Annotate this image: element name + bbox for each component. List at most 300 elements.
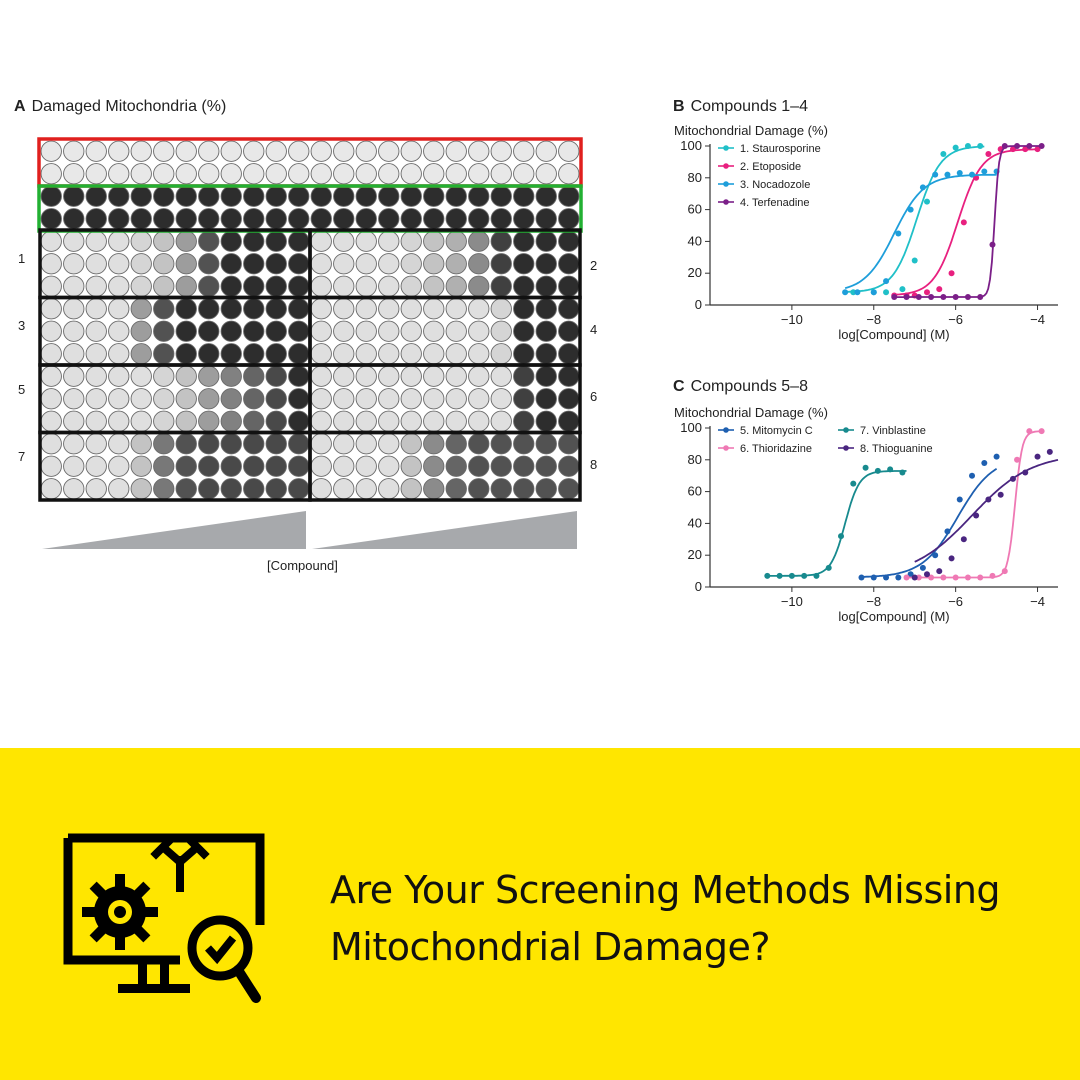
x-tick-label: −6 bbox=[948, 312, 964, 327]
plate-well bbox=[446, 299, 466, 319]
plate-well bbox=[536, 479, 556, 499]
plate-well bbox=[446, 276, 466, 296]
plate-well bbox=[356, 411, 376, 431]
plate-well bbox=[289, 456, 309, 476]
plate-well bbox=[221, 186, 241, 206]
plate-well bbox=[289, 434, 309, 454]
plate-well bbox=[131, 209, 151, 229]
data-point bbox=[883, 289, 889, 295]
banner-headline-line-1: Are Your Screening Methods Missing bbox=[330, 868, 1001, 912]
plate-heatmap bbox=[0, 0, 600, 600]
data-point bbox=[924, 571, 930, 577]
plate-well bbox=[514, 366, 534, 386]
plate-well bbox=[86, 411, 106, 431]
y-tick-label: 0 bbox=[694, 579, 702, 594]
plate-well bbox=[266, 411, 286, 431]
plate-well bbox=[559, 366, 579, 386]
plate-well bbox=[446, 209, 466, 229]
plate-well bbox=[154, 231, 174, 251]
plate-well bbox=[311, 299, 331, 319]
data-point bbox=[854, 289, 860, 295]
plate-well bbox=[379, 186, 399, 206]
plate-well bbox=[109, 141, 129, 161]
x-tick-label: −10 bbox=[780, 312, 803, 327]
data-point bbox=[924, 289, 930, 295]
plate-well bbox=[244, 389, 264, 409]
y-tick-label: 20 bbox=[687, 547, 702, 563]
plate-well bbox=[176, 231, 196, 251]
plate-well bbox=[289, 321, 309, 341]
plate-well bbox=[379, 299, 399, 319]
plate-well bbox=[536, 186, 556, 206]
plate-well bbox=[154, 479, 174, 499]
legend-label: 1. Staurosporine bbox=[740, 143, 821, 155]
banner-headline-line-2: Mitochondrial Damage? bbox=[330, 925, 771, 969]
y-tick-label: 20 bbox=[687, 265, 702, 281]
plate-well bbox=[559, 209, 579, 229]
plate-well bbox=[401, 186, 421, 206]
plate-well bbox=[334, 209, 354, 229]
data-point bbox=[904, 294, 910, 300]
plate-well bbox=[244, 434, 264, 454]
plate-well bbox=[334, 456, 354, 476]
data-point bbox=[920, 565, 926, 571]
legend-marker bbox=[723, 163, 729, 169]
plate-well bbox=[469, 141, 489, 161]
data-point bbox=[989, 573, 995, 579]
plate-well bbox=[401, 366, 421, 386]
plate-well bbox=[64, 366, 84, 386]
data-point bbox=[994, 454, 1000, 460]
plate-well bbox=[379, 389, 399, 409]
plate-well bbox=[446, 479, 466, 499]
plate-well bbox=[86, 186, 106, 206]
plate-well bbox=[311, 344, 331, 364]
plate-well bbox=[334, 434, 354, 454]
data-point bbox=[842, 289, 848, 295]
plate-well bbox=[221, 321, 241, 341]
data-point bbox=[977, 574, 983, 580]
plate-well bbox=[334, 299, 354, 319]
plate-well bbox=[109, 389, 129, 409]
plate-well bbox=[311, 209, 331, 229]
plate-well bbox=[131, 254, 151, 274]
data-point bbox=[895, 230, 901, 236]
plate-well bbox=[86, 344, 106, 364]
plate-well bbox=[109, 344, 129, 364]
data-point bbox=[826, 565, 832, 571]
plate-well bbox=[559, 299, 579, 319]
row-label-7: 7 bbox=[18, 449, 26, 464]
plate-well bbox=[536, 366, 556, 386]
plate-well bbox=[266, 344, 286, 364]
plate-well bbox=[311, 389, 331, 409]
legend-label: 6. Thioridazine bbox=[740, 443, 812, 455]
data-point bbox=[965, 574, 971, 580]
plate-well bbox=[311, 456, 331, 476]
plate-well bbox=[154, 186, 174, 206]
plate-well bbox=[536, 276, 556, 296]
plate-well bbox=[311, 164, 331, 184]
plate-well bbox=[109, 231, 129, 251]
data-point bbox=[949, 270, 955, 276]
plate-well bbox=[514, 456, 534, 476]
data-point bbox=[1047, 449, 1053, 455]
data-point bbox=[904, 574, 910, 580]
plate-well bbox=[379, 276, 399, 296]
fit-curve bbox=[915, 460, 1058, 562]
plate-well bbox=[469, 186, 489, 206]
plate-well bbox=[199, 186, 219, 206]
plate-well bbox=[424, 299, 444, 319]
plate-well bbox=[109, 366, 129, 386]
data-point bbox=[908, 207, 914, 213]
plate-well bbox=[289, 276, 309, 296]
plate-well bbox=[86, 456, 106, 476]
plate-well bbox=[469, 276, 489, 296]
plate-well bbox=[356, 186, 376, 206]
plate-well bbox=[244, 366, 264, 386]
plate-well bbox=[356, 344, 376, 364]
plate-well bbox=[154, 209, 174, 229]
plate-well bbox=[469, 164, 489, 184]
plate-well bbox=[379, 164, 399, 184]
plate-well bbox=[86, 299, 106, 319]
plate-well bbox=[199, 321, 219, 341]
plate-well bbox=[491, 434, 511, 454]
plate-well bbox=[221, 141, 241, 161]
row-label-5: 5 bbox=[18, 382, 26, 397]
plate-well bbox=[559, 344, 579, 364]
series bbox=[891, 146, 1040, 298]
plate-well bbox=[176, 186, 196, 206]
plate-well bbox=[244, 321, 264, 341]
plate-well bbox=[356, 366, 376, 386]
data-point bbox=[1002, 568, 1008, 574]
plate-well bbox=[559, 479, 579, 499]
plate-well bbox=[109, 164, 129, 184]
plate-well bbox=[491, 231, 511, 251]
plate-well bbox=[131, 344, 151, 364]
data-point bbox=[977, 294, 983, 300]
plate-well bbox=[379, 231, 399, 251]
row-label-8: 8 bbox=[590, 457, 598, 472]
plate-well bbox=[491, 456, 511, 476]
plate-well bbox=[356, 299, 376, 319]
plate-well bbox=[424, 389, 444, 409]
plate-well bbox=[311, 186, 331, 206]
data-point bbox=[920, 184, 926, 190]
plate-well bbox=[491, 366, 511, 386]
plate-well bbox=[446, 164, 466, 184]
plate-well bbox=[41, 434, 61, 454]
data-point bbox=[965, 294, 971, 300]
plate-well bbox=[334, 344, 354, 364]
plate-well bbox=[424, 164, 444, 184]
series bbox=[845, 143, 984, 295]
data-point bbox=[957, 170, 963, 176]
plate-well bbox=[334, 366, 354, 386]
plate-well bbox=[131, 231, 151, 251]
plate-well bbox=[334, 164, 354, 184]
data-point bbox=[883, 574, 889, 580]
x-tick-label: −8 bbox=[866, 594, 882, 609]
data-point bbox=[871, 289, 877, 295]
data-point bbox=[1022, 470, 1028, 476]
plate-well bbox=[311, 141, 331, 161]
plate-well bbox=[221, 164, 241, 184]
plate-well bbox=[311, 411, 331, 431]
plate-well bbox=[154, 389, 174, 409]
plate-well bbox=[289, 344, 309, 364]
plate-well bbox=[266, 299, 286, 319]
data-point bbox=[924, 199, 930, 205]
plate-well bbox=[379, 434, 399, 454]
plate-well bbox=[244, 479, 264, 499]
plate-well bbox=[514, 389, 534, 409]
plate-well bbox=[559, 186, 579, 206]
legend-label: 3. Nocadozole bbox=[740, 179, 811, 191]
plate-well bbox=[379, 141, 399, 161]
plate-well bbox=[244, 344, 264, 364]
concentration-wedge-left bbox=[42, 511, 306, 549]
plate-well bbox=[154, 366, 174, 386]
plate-well bbox=[266, 141, 286, 161]
plate-well bbox=[221, 411, 241, 431]
plate-well bbox=[401, 411, 421, 431]
plate-well bbox=[154, 141, 174, 161]
plate-well bbox=[131, 299, 151, 319]
plate-well bbox=[311, 479, 331, 499]
plate-well bbox=[221, 389, 241, 409]
data-point bbox=[895, 574, 901, 580]
plate-well bbox=[559, 164, 579, 184]
y-axis-label: Mitochondrial Damage (%) bbox=[674, 405, 828, 420]
data-point bbox=[936, 286, 942, 292]
data-point bbox=[863, 465, 869, 471]
y-tick-label: 0 bbox=[694, 297, 702, 312]
data-point bbox=[899, 286, 905, 292]
data-point bbox=[953, 574, 959, 580]
x-tick-label: −8 bbox=[866, 312, 882, 327]
plate-well bbox=[559, 254, 579, 274]
plate-well bbox=[266, 434, 286, 454]
row-label-3: 3 bbox=[18, 318, 26, 333]
plate-well bbox=[491, 344, 511, 364]
plate-well bbox=[356, 389, 376, 409]
plate-well bbox=[491, 164, 511, 184]
data-point bbox=[883, 278, 889, 284]
plate-well bbox=[401, 209, 421, 229]
plate-well bbox=[379, 344, 399, 364]
plate-well bbox=[266, 366, 286, 386]
plate-well bbox=[536, 321, 556, 341]
plate-well bbox=[176, 456, 196, 476]
fit-curve bbox=[862, 469, 997, 577]
fit-curve bbox=[845, 175, 997, 289]
legend-marker bbox=[723, 445, 729, 451]
series bbox=[842, 168, 999, 295]
data-point bbox=[953, 145, 959, 151]
plate-well bbox=[199, 164, 219, 184]
plate-well bbox=[176, 164, 196, 184]
series bbox=[764, 465, 906, 579]
data-point bbox=[981, 460, 987, 466]
legend-label: 8. Thioguanine bbox=[860, 443, 933, 455]
panel-a-letter: A bbox=[14, 98, 26, 115]
data-point bbox=[932, 172, 938, 178]
plate-well bbox=[199, 209, 219, 229]
x-tick-label: −4 bbox=[1030, 312, 1045, 327]
plate-well bbox=[491, 209, 511, 229]
plate-well bbox=[469, 456, 489, 476]
data-point bbox=[998, 492, 1004, 498]
data-point bbox=[1026, 428, 1032, 434]
series bbox=[912, 449, 1058, 581]
plate-well bbox=[311, 276, 331, 296]
plate-well bbox=[41, 209, 61, 229]
plate-well bbox=[199, 276, 219, 296]
plate-well bbox=[424, 321, 444, 341]
plate-well bbox=[199, 344, 219, 364]
plate-well bbox=[41, 479, 61, 499]
plate-well bbox=[514, 344, 534, 364]
plate-well bbox=[491, 389, 511, 409]
plate-well bbox=[131, 366, 151, 386]
legend-label: 4. Terfenadine bbox=[740, 197, 810, 209]
data-point bbox=[813, 573, 819, 579]
data-point bbox=[940, 151, 946, 157]
plate-well bbox=[424, 276, 444, 296]
legend-marker bbox=[723, 199, 729, 205]
plate-well bbox=[266, 209, 286, 229]
plate-well bbox=[199, 366, 219, 386]
plate-well bbox=[244, 231, 264, 251]
panel-b-letter: B bbox=[673, 98, 685, 115]
plate-well bbox=[86, 366, 106, 386]
y-tick-label: 60 bbox=[687, 483, 702, 499]
plate-well bbox=[334, 411, 354, 431]
plate-well bbox=[131, 141, 151, 161]
plate-well bbox=[41, 344, 61, 364]
plate-well bbox=[491, 411, 511, 431]
plate-well bbox=[446, 321, 466, 341]
plate-well bbox=[356, 164, 376, 184]
plate-well bbox=[109, 186, 129, 206]
plate-well bbox=[41, 321, 61, 341]
plate-well bbox=[559, 141, 579, 161]
plate-well bbox=[536, 231, 556, 251]
legend bbox=[718, 143, 821, 209]
plate-well bbox=[64, 344, 84, 364]
plate-well bbox=[401, 164, 421, 184]
fit-curve bbox=[845, 147, 984, 292]
plate-well bbox=[266, 164, 286, 184]
plate-well bbox=[244, 299, 264, 319]
plate-well bbox=[244, 411, 264, 431]
plate-well bbox=[334, 479, 354, 499]
data-point bbox=[801, 573, 807, 579]
plate-well bbox=[491, 254, 511, 274]
plate-well bbox=[109, 276, 129, 296]
plate-well bbox=[401, 344, 421, 364]
plate-well bbox=[109, 299, 129, 319]
plate-well bbox=[424, 411, 444, 431]
plate-well bbox=[536, 254, 556, 274]
y-axis-label: Mitochondrial Damage (%) bbox=[674, 123, 828, 138]
plate-well bbox=[266, 479, 286, 499]
plate-well bbox=[401, 434, 421, 454]
legend-marker bbox=[843, 427, 849, 433]
plate-well bbox=[469, 366, 489, 386]
panel-b-title-text: Compounds 1–4 bbox=[690, 98, 808, 115]
axes bbox=[680, 138, 1058, 327]
legend-marker bbox=[723, 181, 729, 187]
plate-well bbox=[514, 479, 534, 499]
plate-well bbox=[559, 321, 579, 341]
plate-well bbox=[86, 434, 106, 454]
data-point bbox=[887, 466, 893, 472]
plate-well bbox=[131, 164, 151, 184]
plate-well bbox=[356, 434, 376, 454]
plate-well bbox=[559, 434, 579, 454]
plate-well bbox=[176, 254, 196, 274]
panel-c-title bbox=[673, 378, 808, 396]
plate-well bbox=[41, 366, 61, 386]
plate-well bbox=[559, 389, 579, 409]
plate-well bbox=[199, 141, 219, 161]
plate-well bbox=[109, 434, 129, 454]
plate-well bbox=[311, 366, 331, 386]
plate-well bbox=[266, 254, 286, 274]
data-point bbox=[1002, 143, 1008, 149]
plate-well bbox=[311, 434, 331, 454]
plate-well bbox=[109, 479, 129, 499]
plate-well bbox=[514, 321, 534, 341]
plate-well bbox=[469, 231, 489, 251]
plate-well bbox=[266, 456, 286, 476]
concentration-wedge-right bbox=[312, 511, 577, 549]
data-point bbox=[1026, 143, 1032, 149]
plate-well bbox=[289, 231, 309, 251]
data-point bbox=[1039, 428, 1045, 434]
plate-well bbox=[289, 411, 309, 431]
plate-well bbox=[424, 186, 444, 206]
plate-well bbox=[514, 276, 534, 296]
panel-c-title-text: Compounds 5–8 bbox=[690, 378, 808, 395]
plate-well bbox=[154, 411, 174, 431]
plate-well bbox=[266, 231, 286, 251]
plate-well bbox=[199, 254, 219, 274]
series bbox=[891, 143, 1044, 300]
plate-well bbox=[86, 209, 106, 229]
plate-well bbox=[221, 276, 241, 296]
plate-well bbox=[154, 254, 174, 274]
plate-well bbox=[559, 231, 579, 251]
plate-well bbox=[469, 479, 489, 499]
plate-well bbox=[154, 299, 174, 319]
plate-well bbox=[424, 231, 444, 251]
plate-well bbox=[536, 209, 556, 229]
plate-well bbox=[221, 434, 241, 454]
data-point bbox=[944, 528, 950, 534]
plate-well bbox=[401, 479, 421, 499]
plate-well bbox=[109, 456, 129, 476]
panel-a-title-text: Damaged Mitochondria (%) bbox=[31, 98, 227, 115]
data-point bbox=[838, 533, 844, 539]
data-point bbox=[944, 172, 950, 178]
legend bbox=[718, 425, 933, 455]
